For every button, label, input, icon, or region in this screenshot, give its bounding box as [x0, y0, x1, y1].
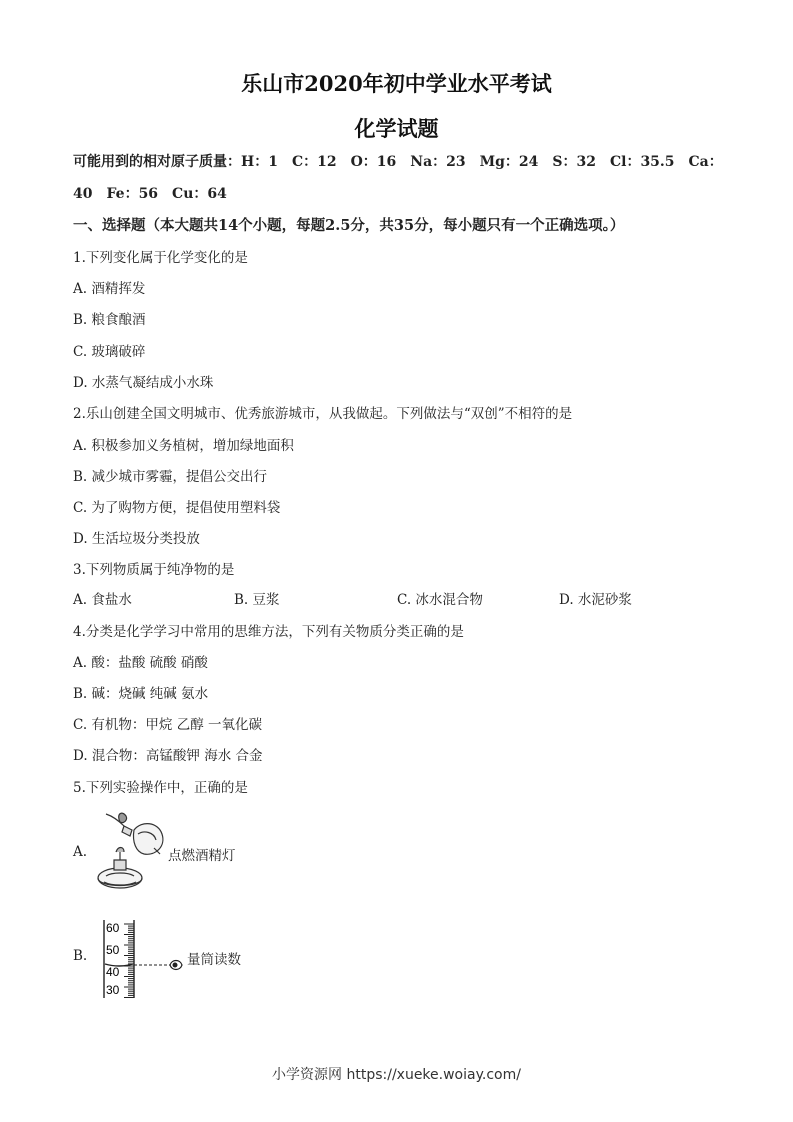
- question-2-option-a: A. 积极参加义务植树，增加绿地面积: [73, 438, 294, 454]
- question-4-option-b: B. 碱：烧碱 纯碱 氨水: [73, 686, 209, 702]
- question-5-option-b-letter: B.: [73, 948, 88, 964]
- question-4-option-c: C. 有机物：甲烷 乙醇 一氧化碳: [73, 717, 263, 733]
- question-4-option-a: A. 酸：盐酸 硫酸 硝酸: [73, 655, 208, 671]
- question-2-stem: 2.乐山创建全国文明城市、优秀旅游城市，从我做起。下列做法与“双创”不相符的是: [73, 406, 573, 422]
- alcohol-lamp-lighting-illustration: [94, 808, 168, 894]
- question-2-option-b: B. 减少城市雾霾，提倡公交出行: [73, 469, 268, 485]
- section-heading: 一、选择题（本大题共14个小题，每题2.5分，共35分，每小题只有一个正确选项。）: [73, 217, 625, 234]
- question-4-stem: 4.分类是化学学习中常用的思维方法，下列有关物质分类正确的是: [73, 624, 464, 640]
- question-1-option-a: A. 酒精挥发: [73, 281, 146, 297]
- question-3-option-a: A. 食盐水: [73, 592, 132, 608]
- cylinder-tick-30: 30: [106, 983, 120, 997]
- cylinder-tick-60: 60: [106, 921, 120, 935]
- question-2-option-c: C. 为了购物方便，提倡使用塑料袋: [73, 500, 281, 516]
- question-5-stem: 5.下列实验操作中，正确的是: [73, 780, 248, 796]
- question-5-option-a-letter: A.: [73, 844, 88, 860]
- exam-subtitle: 化学试题: [354, 116, 439, 141]
- question-2-option-d: D. 生活垃圾分类投放: [73, 531, 200, 547]
- cylinder-tick-50: 50: [106, 943, 120, 957]
- page-footer: 小学资源网 https://xueke.woiay.com/: [272, 1067, 521, 1083]
- cylinder-tick-40: 40: [106, 965, 120, 979]
- question-3-option-d: D. 水泥砂浆: [559, 592, 632, 608]
- exam-title: 乐山市2020年初中学业水平考试: [241, 71, 552, 96]
- question-4-option-d: D. 混合物：高锰酸钾 海水 合金: [73, 748, 263, 764]
- question-5-option-a-caption: 点燃酒精灯: [168, 848, 236, 864]
- question-1-option-b: B. 粮食酿酒: [73, 312, 146, 328]
- atomic-mass-line2: 40 Fe：56 Cu：64: [73, 186, 227, 202]
- question-1-option-c: C. 玻璃破碎: [73, 344, 146, 360]
- measuring-cylinder-illustration: [100, 918, 184, 1002]
- question-5-option-b-caption: 量筒读数: [187, 952, 241, 968]
- question-3-option-c: C. 冰水混合物: [397, 592, 483, 608]
- question-3-option-b: B. 豆浆: [234, 592, 280, 608]
- question-1-stem: 1.下列变化属于化学变化的是: [73, 250, 248, 266]
- question-1-option-d: D. 水蒸气凝结成小水珠: [73, 375, 214, 391]
- atomic-mass-line1: 可能用到的相对原子质量：H：1 C：12 O：16 Na：23 Mg：24 S：32 Cl：35.5 Ca：: [73, 154, 723, 170]
- question-3-stem: 3.下列物质属于纯净物的是: [73, 562, 235, 578]
